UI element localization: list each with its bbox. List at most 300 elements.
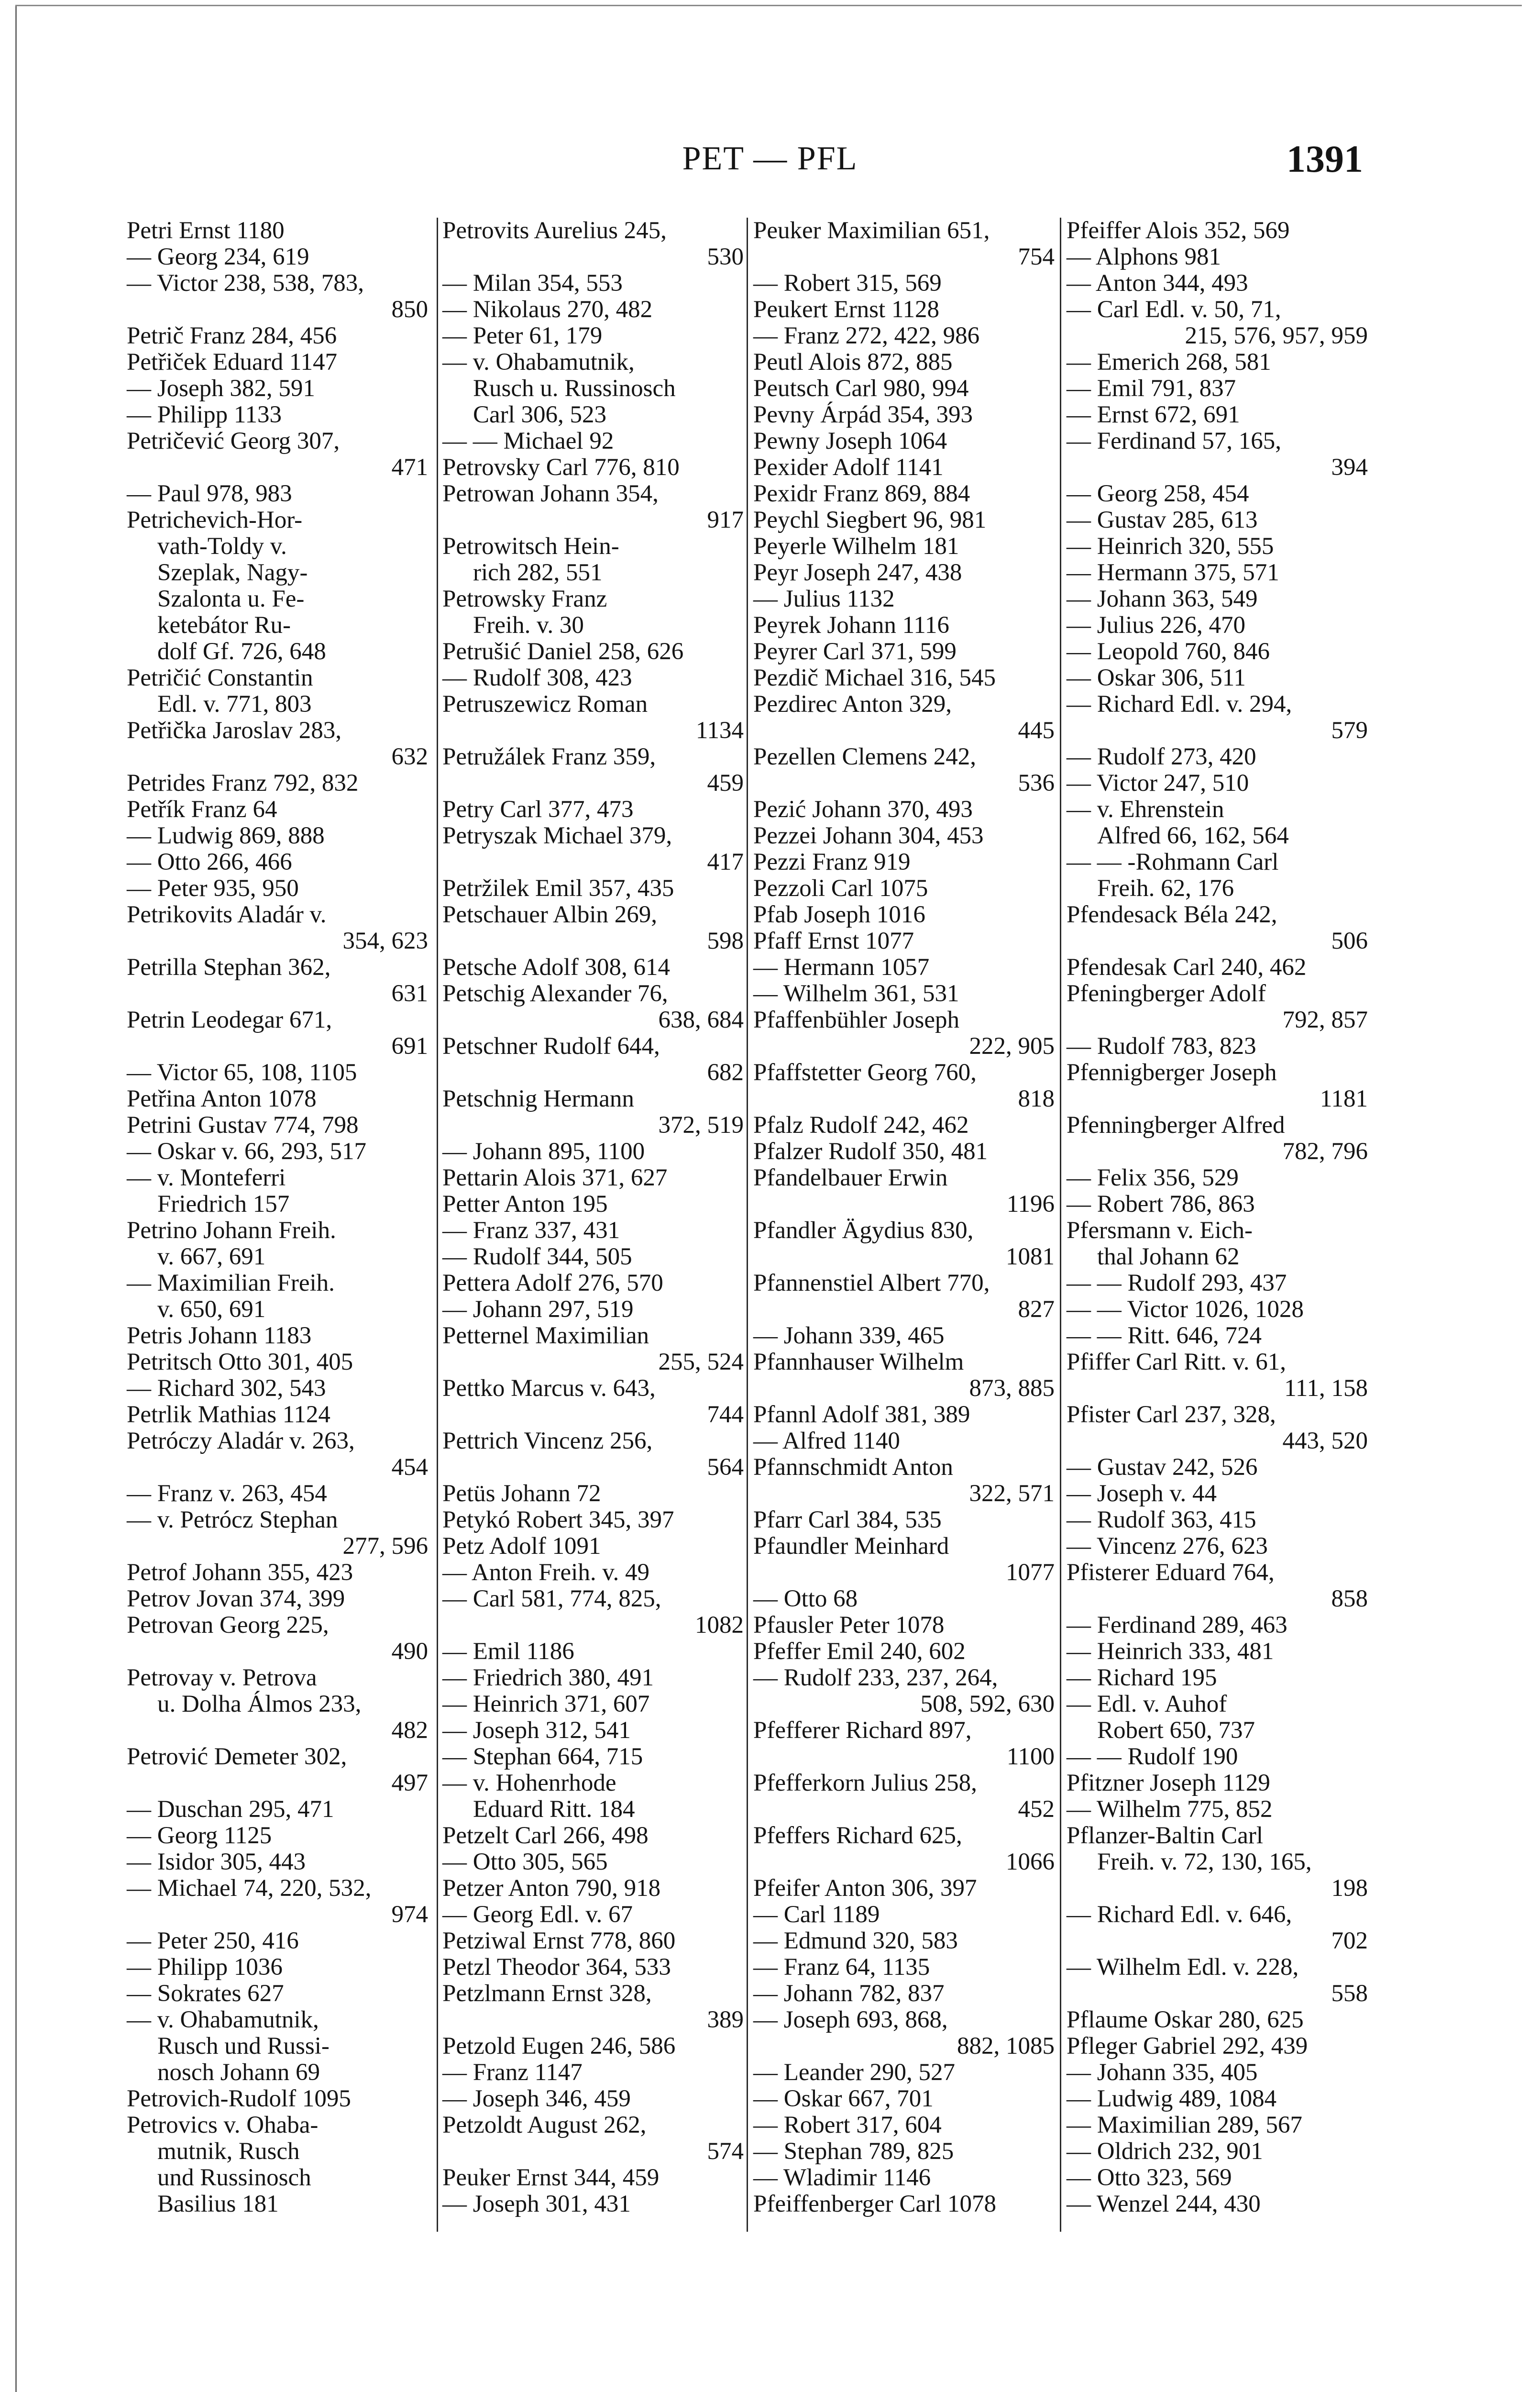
index-entry: Pfendesak Carl 240, 462 — [1067, 954, 1307, 981]
index-entry: Petřík Franz 64 — [127, 796, 277, 823]
index-entry: — Otto 68 — [753, 1585, 858, 1612]
index-entry: 497 — [391, 1770, 428, 1796]
index-entry: Petřička Jaroslav 283, — [127, 717, 341, 744]
index-entry: — Rudolf 344, 505 — [442, 1243, 632, 1270]
index-entry: 1134 — [695, 717, 744, 744]
column-divider — [747, 218, 748, 2232]
index-entry: Petris Johann 1183 — [127, 1322, 312, 1349]
index-entry: 974 — [391, 1901, 428, 1928]
index-entry: Pexider Adolf 1141 — [753, 454, 944, 481]
index-entry: 632 — [391, 743, 428, 770]
index-entry: u. Dolha Álmos 233, — [157, 1691, 362, 1717]
index-entry: Pfalzer Rudolf 350, 481 — [753, 1138, 988, 1165]
index-entry: 1082 — [695, 1612, 744, 1639]
index-entry: — Leopold 760, 846 — [1067, 638, 1270, 665]
index-entry: 917 — [707, 507, 744, 533]
index-entry: rich 282, 551 — [473, 559, 603, 586]
index-entry: 682 — [707, 1059, 744, 1086]
index-entry: Petri Ernst 1180 — [127, 217, 285, 244]
index-entry: — Richard 195 — [1067, 1664, 1217, 1691]
index-entry: Petüs Johann 72 — [442, 1480, 601, 1507]
index-entry: — Ferdinand 289, 463 — [1067, 1612, 1287, 1639]
index-entry: Petrichevich-Hor- — [127, 507, 303, 533]
index-entry: Petzoldt August 262, — [442, 2112, 647, 2138]
index-entry: — Johann 895, 1100 — [442, 1138, 645, 1165]
index-entry: — Richard 302, 543 — [127, 1375, 326, 1402]
index-entry: — — Michael 92 — [442, 428, 614, 454]
index-entry: 574 — [707, 2138, 744, 2165]
index-entry: Petykó Robert 345, 397 — [442, 1506, 674, 1533]
index-entry: — Georg 258, 454 — [1067, 480, 1249, 507]
index-entry: Petschnig Hermann — [442, 1085, 634, 1112]
index-entry: Petrovay v. Petrova — [127, 1664, 317, 1691]
index-entry: — Philipp 1036 — [127, 1954, 283, 1981]
index-entry: — Stephan 664, 715 — [442, 1743, 643, 1770]
index-entry: Pezzi Franz 919 — [753, 849, 911, 875]
index-entry: — Rudolf 363, 415 — [1067, 1506, 1256, 1533]
index-entry: Petrič Franz 284, 456 — [127, 322, 337, 349]
index-entry: — Vincenz 276, 623 — [1067, 1533, 1268, 1560]
index-entry: 452 — [1018, 1796, 1055, 1823]
index-entry: — v. Ehrenstein — [1067, 796, 1224, 823]
index-entry: — — Rudolf 293, 437 — [1067, 1270, 1287, 1296]
index-entry: nosch Johann 69 — [157, 2059, 320, 2086]
index-entry: — Felix 356, 529 — [1067, 1164, 1239, 1191]
index-entry: Szeplak, Nagy- — [157, 559, 308, 586]
index-entry: Pfister Carl 237, 328, — [1067, 1401, 1276, 1428]
index-entry: Petryszak Michael 379, — [442, 822, 672, 849]
index-entry: — Philipp 1133 — [127, 401, 282, 428]
index-entry: — Joseph 346, 459 — [442, 2085, 631, 2112]
index-entry: — Robert 315, 569 — [753, 270, 942, 297]
index-entry: Peychl Siegbert 96, 981 — [753, 507, 987, 533]
index-entry: Pfeiffenberger Carl 1078 — [753, 2191, 996, 2217]
index-entry: — Emil 791, 837 — [1067, 375, 1236, 402]
index-entry: — Peter 250, 416 — [127, 1927, 299, 1954]
index-entry: Petritsch Otto 301, 405 — [127, 1349, 353, 1375]
index-entry: — Victor 65, 108, 1105 — [127, 1059, 357, 1086]
index-entry: Peuker Maximilian 651, — [753, 217, 990, 244]
index-entry: 792, 857 — [1282, 1007, 1368, 1033]
index-entry: Pfannenstiel Albert 770, — [753, 1270, 990, 1296]
index-entry: Petz Adolf 1091 — [442, 1533, 601, 1560]
index-entry: 882, 1085 — [957, 2033, 1055, 2060]
index-entry: Pfeningberger Adolf — [1067, 980, 1266, 1007]
index-entry: Pfeffer Emil 240, 602 — [753, 1638, 966, 1665]
index-entry: Pfendesack Béla 242, — [1067, 901, 1277, 928]
index-entry: 818 — [1018, 1085, 1055, 1112]
index-entry: 482 — [391, 1717, 428, 1744]
index-entry: 389 — [707, 2006, 744, 2033]
index-entry: — Joseph 382, 591 — [127, 375, 315, 402]
index-entry: 322, 571 — [969, 1480, 1055, 1507]
index-entry: — Leander 290, 527 — [753, 2059, 956, 2086]
index-entry: — Julius 226, 470 — [1067, 612, 1246, 639]
index-entry: 198 — [1331, 1875, 1368, 1902]
index-entry: — v. Monteferri — [127, 1164, 286, 1191]
index-entry: 638, 684 — [658, 1007, 744, 1033]
index-entry: — Georg 1125 — [127, 1822, 272, 1849]
index-entry: 443, 520 — [1282, 1428, 1368, 1454]
index-entry: Petrowitsch Hein- — [442, 533, 619, 560]
index-entry: — Milan 354, 553 — [442, 270, 623, 297]
index-entry: Petřiček Eduard 1147 — [127, 349, 337, 376]
index-entry: Pezzoli Carl 1075 — [753, 875, 928, 902]
index-entry: Edl. v. 771, 803 — [157, 691, 312, 718]
index-entry: — Otto 323, 569 — [1067, 2164, 1232, 2191]
index-entry: Pfab Joseph 1016 — [753, 901, 925, 928]
index-entry: — Johann 335, 405 — [1067, 2059, 1258, 2086]
index-entry: — v. Petrócz Stephan — [127, 1506, 338, 1533]
index-entry: Robert 650, 737 — [1097, 1717, 1255, 1744]
index-entry: thal Johann 62 — [1097, 1243, 1240, 1270]
index-entry: Petrušić Daniel 258, 626 — [442, 638, 684, 665]
index-entry: — Wilhelm 775, 852 — [1067, 1796, 1273, 1823]
column-divider — [437, 218, 438, 2232]
index-entry: — v. Hohenrhode — [442, 1770, 616, 1796]
index-entry: — Ludwig 869, 888 — [127, 822, 325, 849]
index-entry: — Wilhelm 361, 531 — [753, 980, 959, 1007]
index-entry: Pfarr Carl 384, 535 — [753, 1506, 942, 1533]
index-entry: — Joseph 301, 431 — [442, 2191, 631, 2217]
index-column-1 — [127, 218, 428, 2217]
index-entry: — Robert 317, 604 — [753, 2112, 942, 2138]
index-entry: — Hermann 1057 — [753, 954, 930, 981]
index-column-3 — [753, 218, 1055, 2217]
index-entry: — Anton 344, 493 — [1067, 270, 1248, 297]
index-entry: Peyrer Carl 371, 599 — [753, 638, 957, 665]
index-entry: Pfalz Rudolf 242, 462 — [753, 1112, 969, 1139]
index-entry: Petrikovits Aladár v. — [127, 901, 327, 928]
index-entry: v. 650, 691 — [157, 1296, 266, 1323]
index-entry: Freih. v. 30 — [473, 612, 584, 639]
index-entry: — Alfred 1140 — [753, 1428, 900, 1454]
index-entry: Petrovits Aurelius 245, — [442, 217, 667, 244]
index-entry: — Stephan 789, 825 — [753, 2138, 954, 2165]
index-entry: — Edmund 320, 583 — [753, 1927, 958, 1954]
index-entry: Pfaff Ernst 1077 — [753, 928, 914, 954]
index-entry: — — Rudolf 190 — [1067, 1743, 1238, 1770]
index-entry: Peuker Ernst 344, 459 — [442, 2164, 660, 2191]
index-entry: 506 — [1331, 928, 1368, 954]
running-header: PET — PFL — [682, 140, 858, 177]
index-column-2 — [442, 218, 744, 2217]
page-top-edge — [15, 5, 1522, 6]
index-entry: — — -Rohmann Carl — [1067, 849, 1279, 875]
index-entry: — Joseph v. 44 — [1067, 1480, 1217, 1507]
index-entry: — Oskar 306, 511 — [1067, 664, 1246, 691]
index-entry: Pettko Marcus v. 643, — [442, 1375, 656, 1402]
index-entry: 827 — [1018, 1296, 1055, 1323]
index-entry: — Duschan 295, 471 — [127, 1796, 334, 1823]
index-entry: — Edl. v. Auhof — [1067, 1691, 1227, 1717]
index-entry: Peyerle Wilhelm 181 — [753, 533, 959, 560]
index-entry: Petrovich-Rudolf 1095 — [127, 2085, 351, 2112]
index-entry: 691 — [391, 1033, 428, 1060]
index-entry: 530 — [707, 244, 744, 270]
index-entry: 490 — [391, 1638, 428, 1665]
index-entry: — Rudolf 308, 423 — [442, 664, 632, 691]
index-entry: vath-Toldy v. — [157, 533, 287, 560]
index-entry: — — Ritt. 646, 724 — [1067, 1322, 1262, 1349]
index-entry: — Wladimir 1146 — [753, 2164, 931, 2191]
index-entry: Rusch und Russi- — [157, 2033, 330, 2060]
index-entry: — Johann 339, 465 — [753, 1322, 945, 1349]
index-entry: Basilius 181 — [157, 2191, 279, 2217]
index-entry: 598 — [707, 928, 744, 954]
index-entry: — Friedrich 380, 491 — [442, 1664, 654, 1691]
index-entry: — Isidor 305, 443 — [127, 1849, 306, 1875]
index-entry: Pfandelbauer Erwin — [753, 1164, 948, 1191]
index-entry: — Heinrich 320, 555 — [1067, 533, 1274, 560]
index-entry: Petruszewicz Roman — [442, 691, 648, 718]
index-entry: Pfefferkorn Julius 258, — [753, 1770, 977, 1796]
index-entry: Szalonta u. Fe- — [157, 586, 305, 612]
index-entry: Petrowsky Franz — [442, 586, 607, 612]
index-entry: Petrovsky Carl 776, 810 — [442, 454, 680, 481]
index-entry: Petřina Anton 1078 — [127, 1085, 317, 1112]
index-entry: 850 — [391, 296, 428, 323]
index-entry: — Carl Edl. v. 50, 71, — [1067, 296, 1281, 323]
index-entry: Pfannhauser Wilhelm — [753, 1349, 964, 1375]
index-entry: 1081 — [1006, 1243, 1055, 1270]
index-entry: Petrino Johann Freih. — [127, 1217, 336, 1244]
index-entry: 394 — [1331, 454, 1368, 481]
index-entry: Petrovics v. Ohaba- — [127, 2112, 319, 2138]
index-entry: Pfaundler Meinhard — [753, 1533, 949, 1560]
index-entry: 564 — [707, 1454, 744, 1481]
index-entry: 858 — [1331, 1585, 1368, 1612]
index-entry: 354, 623 — [342, 928, 428, 954]
index-entry: — Franz 1147 — [442, 2059, 583, 2086]
index-entry: Petržilek Emil 357, 435 — [442, 875, 674, 902]
index-entry: — Oldrich 232, 901 — [1067, 2138, 1263, 2165]
index-entry: — Gustav 242, 526 — [1067, 1454, 1258, 1481]
index-entry: — Gustav 285, 613 — [1067, 507, 1258, 533]
index-entry: Pfaffstetter Georg 760, — [753, 1059, 977, 1086]
index-entry: — Hermann 375, 571 — [1067, 559, 1279, 586]
index-entry: Petzl Theodor 364, 533 — [442, 1954, 671, 1981]
index-entry: Pettera Adolf 276, 570 — [442, 1270, 663, 1296]
index-entry: mutnik, Rusch — [157, 2138, 300, 2165]
index-entry: dolf Gf. 726, 648 — [157, 638, 326, 665]
index-entry: — Sokrates 627 — [127, 1980, 284, 2007]
index-column-4 — [1067, 218, 1368, 2217]
index-entry: Petrlik Mathias 1124 — [127, 1401, 330, 1428]
index-entry: Pfannl Adolf 381, 389 — [753, 1401, 970, 1428]
index-entry: 1196 — [1006, 1191, 1055, 1218]
index-entry: Petrowan Johann 354, — [442, 480, 659, 507]
index-entry: — Paul 978, 983 — [127, 480, 292, 507]
index-entry: — Anton Freih. v. 49 — [442, 1559, 650, 1586]
index-entry: Pfannschmidt Anton — [753, 1454, 953, 1481]
index-entry: Petternel Maximilian — [442, 1322, 649, 1349]
index-entry: Pezić Johann 370, 493 — [753, 796, 973, 823]
index-entry: Pewny Joseph 1064 — [753, 428, 947, 454]
index-entry: — Georg Edl. v. 67 — [442, 1901, 633, 1928]
index-entry: — Ernst 672, 691 — [1067, 401, 1240, 428]
index-entry: Petričić Constantin — [127, 664, 313, 691]
index-entry: Peutsch Carl 980, 994 — [753, 375, 969, 402]
index-entry: Rusch u. Russinosch — [473, 375, 676, 402]
index-entry: 702 — [1331, 1927, 1368, 1954]
index-entry: 631 — [391, 980, 428, 1007]
index-entry: 215, 576, 957, 959 — [1185, 322, 1368, 349]
index-entry: Petschner Rudolf 644, — [442, 1033, 660, 1060]
index-entry: Pflaume Oskar 280, 625 — [1067, 2006, 1304, 2033]
index-entry: Peyr Joseph 247, 438 — [753, 559, 962, 586]
index-entry: — Victor 247, 510 — [1067, 770, 1249, 797]
index-entry: 579 — [1331, 717, 1368, 744]
page-number: 1391 — [1287, 138, 1363, 180]
index-entry: — Richard Edl. v. 646, — [1067, 1901, 1292, 1928]
index-entry: — Victor 238, 538, 783, — [127, 270, 364, 297]
index-entry: Friedrich 157 — [157, 1191, 290, 1218]
index-entry: Petrović Demeter 302, — [127, 1743, 347, 1770]
index-entry: Pfefferer Richard 897, — [753, 1717, 972, 1744]
index-entry: — Oskar v. 66, 293, 517 — [127, 1138, 366, 1165]
index-entry: — Carl 1189 — [753, 1901, 880, 1928]
index-entry: — Heinrich 333, 481 — [1067, 1638, 1274, 1665]
index-entry: — Joseph 693, 868, — [753, 2006, 948, 2033]
index-entry: Petružálek Franz 359, — [442, 743, 656, 770]
index-entry: Petrin Leodegar 671, — [127, 1007, 332, 1033]
index-entry: — Ferdinand 57, 165, — [1067, 428, 1282, 454]
index-entry: Peyrek Johann 1116 — [753, 612, 949, 639]
index-entry: Pettrich Vincenz 256, — [442, 1428, 653, 1454]
index-entry: 744 — [707, 1401, 744, 1428]
index-entry: 873, 885 — [969, 1375, 1055, 1402]
page-left-edge — [15, 5, 17, 2392]
index-entry: Petrov Jovan 374, 399 — [127, 1585, 345, 1612]
index-entry: — — Victor 1026, 1028 — [1067, 1296, 1304, 1323]
index-entry: Pexidr Franz 869, 884 — [753, 480, 970, 507]
index-entry: 445 — [1018, 717, 1055, 744]
index-entry: Petrini Gustav 774, 798 — [127, 1112, 359, 1139]
index-entry: Pfisterer Eduard 764, — [1067, 1559, 1275, 1586]
index-entry: Freih. 62, 176 — [1097, 875, 1234, 902]
index-entry: Petróczy Aladár v. 263, — [127, 1428, 355, 1454]
index-entry: Pfitzner Joseph 1129 — [1067, 1770, 1270, 1796]
index-entry: Pezdič Michael 316, 545 — [753, 664, 996, 691]
index-entry: Petzlmann Ernst 328, — [442, 1980, 652, 2007]
index-entry: 372, 519 — [658, 1112, 744, 1139]
index-entry: — Otto 305, 565 — [442, 1849, 608, 1875]
column-divider — [1060, 218, 1061, 2232]
index-entry: Pezellen Clemens 242, — [753, 743, 976, 770]
index-entry: Petrof Johann 355, 423 — [127, 1559, 353, 1586]
index-entry: — v. Ohabamutnik, — [442, 349, 635, 376]
index-entry: — Emerich 268, 581 — [1067, 349, 1271, 376]
index-entry: — Georg 234, 619 — [127, 244, 309, 270]
index-entry: Peukert Ernst 1128 — [753, 296, 940, 323]
index-entry: Petrides Franz 792, 832 — [127, 770, 359, 797]
index-entry: Peutl Alois 872, 885 — [753, 349, 953, 376]
index-entry: 459 — [707, 770, 744, 797]
index-entry: 277, 596 — [342, 1533, 428, 1560]
index-entry: 111, 158 — [1284, 1375, 1368, 1402]
index-entry: — Peter 935, 950 — [127, 875, 299, 902]
index-entry: Pfandler Ägydius 830, — [753, 1217, 974, 1244]
index-entry: — Carl 581, 774, 825, — [442, 1585, 661, 1612]
index-entry: 754 — [1018, 244, 1055, 270]
index-entry: Petschig Alexander 76, — [442, 980, 668, 1007]
index-entry: Freih. v. 72, 130, 165, — [1097, 1849, 1312, 1875]
index-entry: 558 — [1331, 1980, 1368, 2007]
index-entry: — Maximilian Freih. — [127, 1270, 335, 1296]
index-entry: — Rudolf 273, 420 — [1067, 743, 1256, 770]
index-entry: 508, 592, 630 — [920, 1691, 1055, 1717]
index-entry: — Emil 1186 — [442, 1638, 574, 1665]
index-entry: 1181 — [1320, 1085, 1368, 1112]
index-entry: 782, 796 — [1282, 1138, 1368, 1165]
index-entry: — Robert 786, 863 — [1067, 1191, 1255, 1218]
index-entry: 1100 — [1006, 1743, 1055, 1770]
index-entry: — Ludwig 489, 1084 — [1067, 2085, 1277, 2112]
index-entry: ketebátor Ru- — [157, 612, 291, 639]
index-entry: — Joseph 312, 541 — [442, 1717, 631, 1744]
index-entry: — Alphons 981 — [1067, 244, 1221, 270]
index-entry: Petričević Georg 307, — [127, 428, 340, 454]
index-entry: Pfeiffer Alois 352, 569 — [1067, 217, 1290, 244]
index-entry: Petzelt Carl 266, 498 — [442, 1822, 649, 1849]
index-entry: 222, 905 — [969, 1033, 1055, 1060]
index-entry: — Rudolf 783, 823 — [1067, 1033, 1256, 1060]
index-entry: — Richard Edl. v. 294, — [1067, 691, 1292, 718]
index-entry: — Heinrich 371, 607 — [442, 1691, 650, 1717]
index-entry: Pfaffenbühler Joseph — [753, 1007, 960, 1033]
index-entry: 255, 524 — [658, 1349, 744, 1375]
index-entry: Pfersmann v. Eich- — [1067, 1217, 1253, 1244]
index-entry: Petziwal Ernst 778, 860 — [442, 1927, 676, 1954]
index-entry: — Michael 74, 220, 532, — [127, 1875, 372, 1902]
index-entry: 471 — [391, 454, 428, 481]
index-entry: Pevny Árpád 354, 393 — [753, 401, 973, 428]
index-entry: Carl 306, 523 — [473, 401, 607, 428]
index-entry: 454 — [391, 1454, 428, 1481]
index-entry: Pettarin Alois 371, 627 — [442, 1164, 668, 1191]
index-entry: Petter Anton 195 — [442, 1191, 608, 1218]
index-entry: — Johann 363, 549 — [1067, 586, 1258, 612]
index-entry: — Franz 64, 1135 — [753, 1954, 930, 1981]
index-entry: Petrilla Stephan 362, — [127, 954, 331, 981]
index-entry: Petzer Anton 790, 918 — [442, 1875, 661, 1902]
index-entry: Petzold Eugen 246, 586 — [442, 2033, 676, 2060]
index-entry: — Johann 782, 837 — [753, 1980, 945, 2007]
index-entry: Pezzei Johann 304, 453 — [753, 822, 984, 849]
index-entry: Petschauer Albin 269, — [442, 901, 658, 928]
index-entry: — Franz v. 263, 454 — [127, 1480, 327, 1507]
index-entry: Petsche Adolf 308, 614 — [442, 954, 670, 981]
index-entry: Pfiffer Carl Ritt. v. 61, — [1067, 1349, 1286, 1375]
index-entry: Petrovan Georg 225, — [127, 1612, 329, 1639]
index-entry: Alfred 66, 162, 564 — [1097, 822, 1289, 849]
index-entry: Pfenningberger Alfred — [1067, 1112, 1285, 1139]
index-entry: Pezdirec Anton 329, — [753, 691, 952, 718]
index-entry: Eduard Ritt. 184 — [473, 1796, 635, 1823]
index-entry: Pfausler Peter 1078 — [753, 1612, 945, 1639]
index-entry: Pflanzer-Baltin Carl — [1067, 1822, 1264, 1849]
index-entry: und Russinosch — [157, 2164, 311, 2191]
index-entry: — Peter 61, 179 — [442, 322, 603, 349]
index-entry: — Otto 266, 466 — [127, 849, 292, 875]
index-entry: — Rudolf 233, 237, 264, — [753, 1664, 998, 1691]
index-entry: 536 — [1018, 770, 1055, 797]
index-entry: v. 667, 691 — [157, 1243, 266, 1270]
index-entry: Petry Carl 377, 473 — [442, 796, 634, 823]
index-entry: — Johann 297, 519 — [442, 1296, 634, 1323]
index-entry: — Wilhelm Edl. v. 228, — [1067, 1954, 1299, 1981]
